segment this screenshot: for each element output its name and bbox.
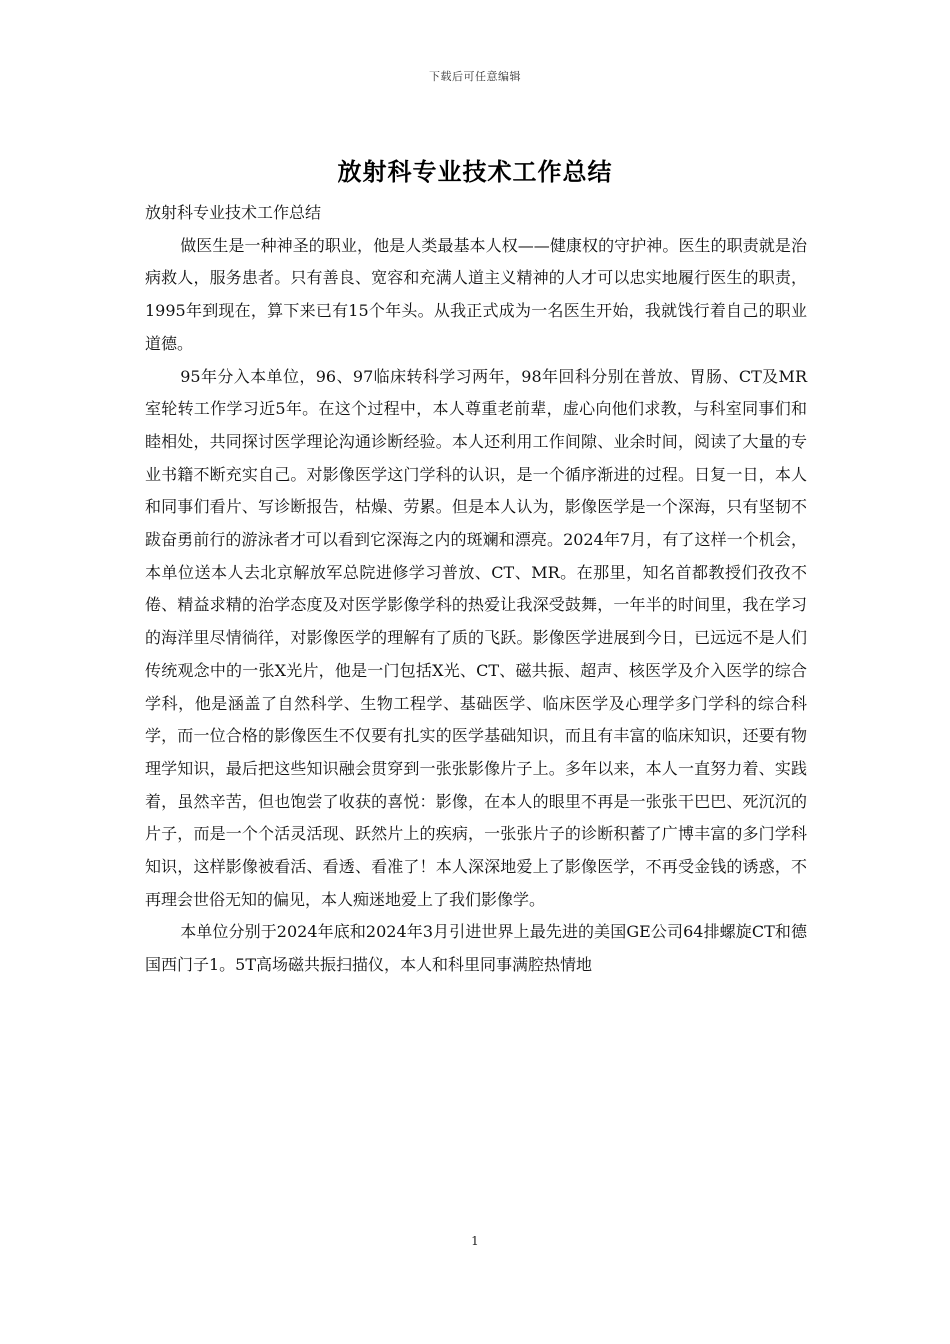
header-note: 下载后可任意编辑 <box>429 70 521 83</box>
body-paragraph-3: 本单位分别于2024年底和2024年3月引进世界上最先进的美国GE公司64排螺旋CT和德国西门子1。5T高场磁共振扫描仪，本人和科里同事满腔热情地 <box>145 922 807 975</box>
body-paragraph-2: 95年分入本单位，96、97临床转科学习两年，98年回科分别在普放、胃肠、CT及MR室轮转工作学习近5年。在这个过程中，本人尊重老前辈，虚心向他们求教，与科室同事们和睦相处，共同探讨医学理论沟通诊断经验。本人还利用工作间隙、业余时间，阅读了大量的专业书籍不断充实自己。对影像医学这门学科的认识，是一个循序渐进的过程。日复一日，本人和同事们看片、写诊断报告，枯燥、劳累。但是本人认为，影像医学是一个深海，只有坚韧不跋奋勇前行的游泳者才可以看到它深海之内的斑斓和漂亮。2024年7月，有了这样一个机会，本单位送本人去北京解放军总院进修学习普放、CT、MR。在那里，知名首都教授们孜孜不倦、精益求精的治学态度及对医学影像学科的热爱让我深受鼓舞，一年半的时间里，我在学习的海洋里尽情徜徉，对影像医学的理解有了质的飞跃。影像医学进展到今日，已远远不是人们传统观念中的一张X光片，他是一门包括X光、CT、磁共振、超声、核医学及介入医学的综合学科，他是涵盖了自然科学、生物工程学、基础医学、临床医学及心理学多门学科的综合科学，而一位合格的影像医生不仅要有扎实的医学基础知识，而且有丰富的临床知识，还要有物理学知识，最后把这些知识融会贯穿到一张张影像片子上。多年以来，本人一直努力着、实践着，虽然辛苦，但也饱尝了收获的喜悦：影像，在本人的眼里不再是一张张干巴巴、死沉沉的片子，而是一个个活灵活现、跃然片上的疾病，一张张片子的诊断积蓄了广博丰富的多门学科知识，这样影像被看活、看透、看准了！本人深深地爱上了影像医学，不再受金钱的诱惑，不再理会世俗无知的偏见，本人痴迷地爱上了我们影像学。 <box>145 366 807 909</box>
document-title: 放射科专业技术工作总结 <box>337 157 613 186</box>
document-body <box>145 197 807 982</box>
body-paragraph-1: 做医生是一种神圣的职业，他是人类最基本人权——健康权的守护神。医生的职责就是治病救人，服务患者。只有善良、宽容和充满人道主义精神的人才可以忠实地履行医生的职责，1995年到现在，算下来已有15个年头。从我正式成为一名医生开始，我就饯行着自己的职业道德。 <box>145 235 807 353</box>
page-number: 1 <box>471 1234 479 1248</box>
document-subtitle: 放射科专业技术工作总结 <box>145 203 322 222</box>
